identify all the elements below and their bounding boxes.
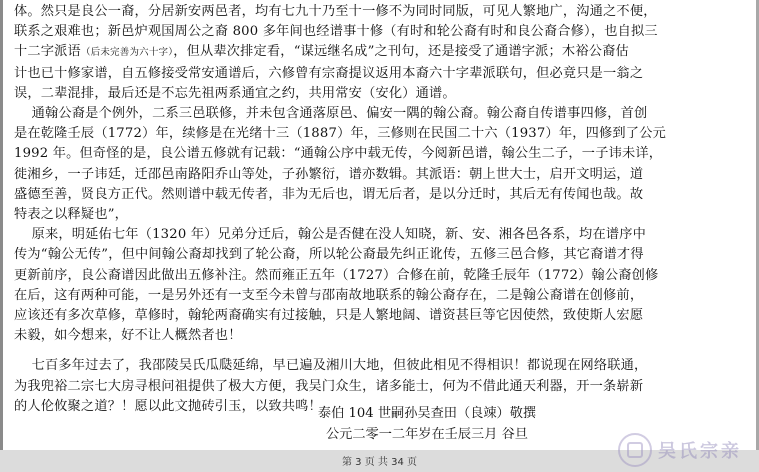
- paragraph-line: 计也已十修家谱，自五修接受常安通谱后，六修曾有宗裔提议返用本裔六十字辈派联句，但必竟只是一翁之: [14, 65, 644, 81]
- paragraph-line: 特表之以释疑也”，: [14, 207, 129, 223]
- paragraph-line: 1992 年。但奇怪的是，良公谱五修就有记载：“通翰公序中载无传，今阅新邑谱，翰公生二子，一子讳未详，: [14, 146, 663, 162]
- paragraph-line: 盛德至善，贤良方正代。然则谱中载无传者，非为无后也，谓无后者，是以分迁时，其后无有传闻也哉。故: [14, 186, 644, 202]
- watermark-logo: [618, 430, 744, 470]
- paragraph-line: 应该还有多次草修，草修时，翰轮两裔确实有过接触，只是人繁地阔、谱资甚巨等它因使然，致使斯人宏愿: [14, 308, 644, 324]
- page-number: 第 3 页 共 34 页: [342, 457, 417, 468]
- seal-icon: [618, 433, 652, 467]
- paragraph-line: 的人伦攸聚之道？！愿以此文抛砖引玉，以致共鸣！: [14, 398, 322, 414]
- paragraph-text: ，但从辈次排定看，“谋远继名成”之刊句，还是接受了通谱字派；木裕公裔估: [173, 44, 629, 60]
- paragraph-line: 误，二辈混排，最后还是不忘先祖两系通宜之约，共用常安（安化）通谱。: [14, 85, 456, 101]
- inline-note: （后未完善为六十字）: [80, 47, 174, 59]
- paragraph-line: 体。然只是良公一裔，分居新安两邑者，均有七九十乃至十一修不为同时同版，可见人繁地广，沟通之不便，: [14, 4, 657, 19]
- watermark-glyphs: 吴氏宗亲: [658, 441, 742, 462]
- paragraph-text: 十二字派语: [14, 44, 81, 60]
- paragraph-line: 传为“翰公无传”，但中间翰公裔却找到了轮公裔，所以轮公裔最先纠正讹传，五修三邑合修，其它裔谱才得: [14, 247, 644, 263]
- paragraph-line: 是在乾隆壬辰（1772）年，续修是在光绪十三（1887）年，三修则在民国二十六（1937）年，四修到了公元: [14, 126, 666, 142]
- paragraph-line: 更新前序，良公裔谱因此做出五修补注。然而雍正五年（1727）合修在前，乾隆壬辰年（1772）翰公裔创修: [14, 267, 659, 283]
- document-body: [14, 2, 749, 417]
- paragraph-line: 七百多年过去了，我邵陵吴氏瓜瓞延绵，早已遍及湘川大地，但彼此相见不得相识！都说现在网络联通，: [14, 358, 648, 374]
- paragraph-line: 未毅，如今想来，好不让人概然者也！: [14, 328, 242, 344]
- paragraph-line: 在后，这有两种可能，一是另外还有一支至今未曾与邵南故地联系的翰公裔存在，二是翰公裔谱在创修前，: [14, 287, 644, 303]
- left-page-edge: [0, 0, 3, 472]
- date-line: 公元二零一二年岁在壬辰三月 谷旦: [325, 426, 528, 442]
- paragraph-line: 通翰公裔是个例外，二系三邑联修，并未包含通落原邑、偏安一隅的翰公裔。翰公裔自传谱事四修，首创: [14, 106, 648, 122]
- paragraph-line: 联系之艰难也；新邑炉观国周公之裔 800 多年间也经谱事十修（有时和轮公裔有时和良公裔合修），也自拟三: [14, 24, 658, 40]
- paragraph-gap: [14, 346, 749, 356]
- paragraph-line: 徙湘乡，一子讳廷，迁邵邑南路阳乔山等处，子孙繁衍，谱亦数辑。其派语：朝上世大士，启开文明运，道: [14, 166, 644, 182]
- paragraph-line: [14, 42, 749, 63]
- author-line: 泰伯 104 世嗣孙吴查田（良竦）敬撰: [317, 406, 537, 421]
- paragraph-line: 为我兜裕二宗七大房寻根问祖提供了极大方便，我吴门众生，诸多能士，何为不借此通天利器，开一条崭新: [14, 378, 644, 394]
- paragraph-line: 原来，明延佑七年（1320 年）兄弟分迁后，翰公是否健在没人知晓，新、安、湘各邑各系，均在谱序中: [14, 227, 646, 243]
